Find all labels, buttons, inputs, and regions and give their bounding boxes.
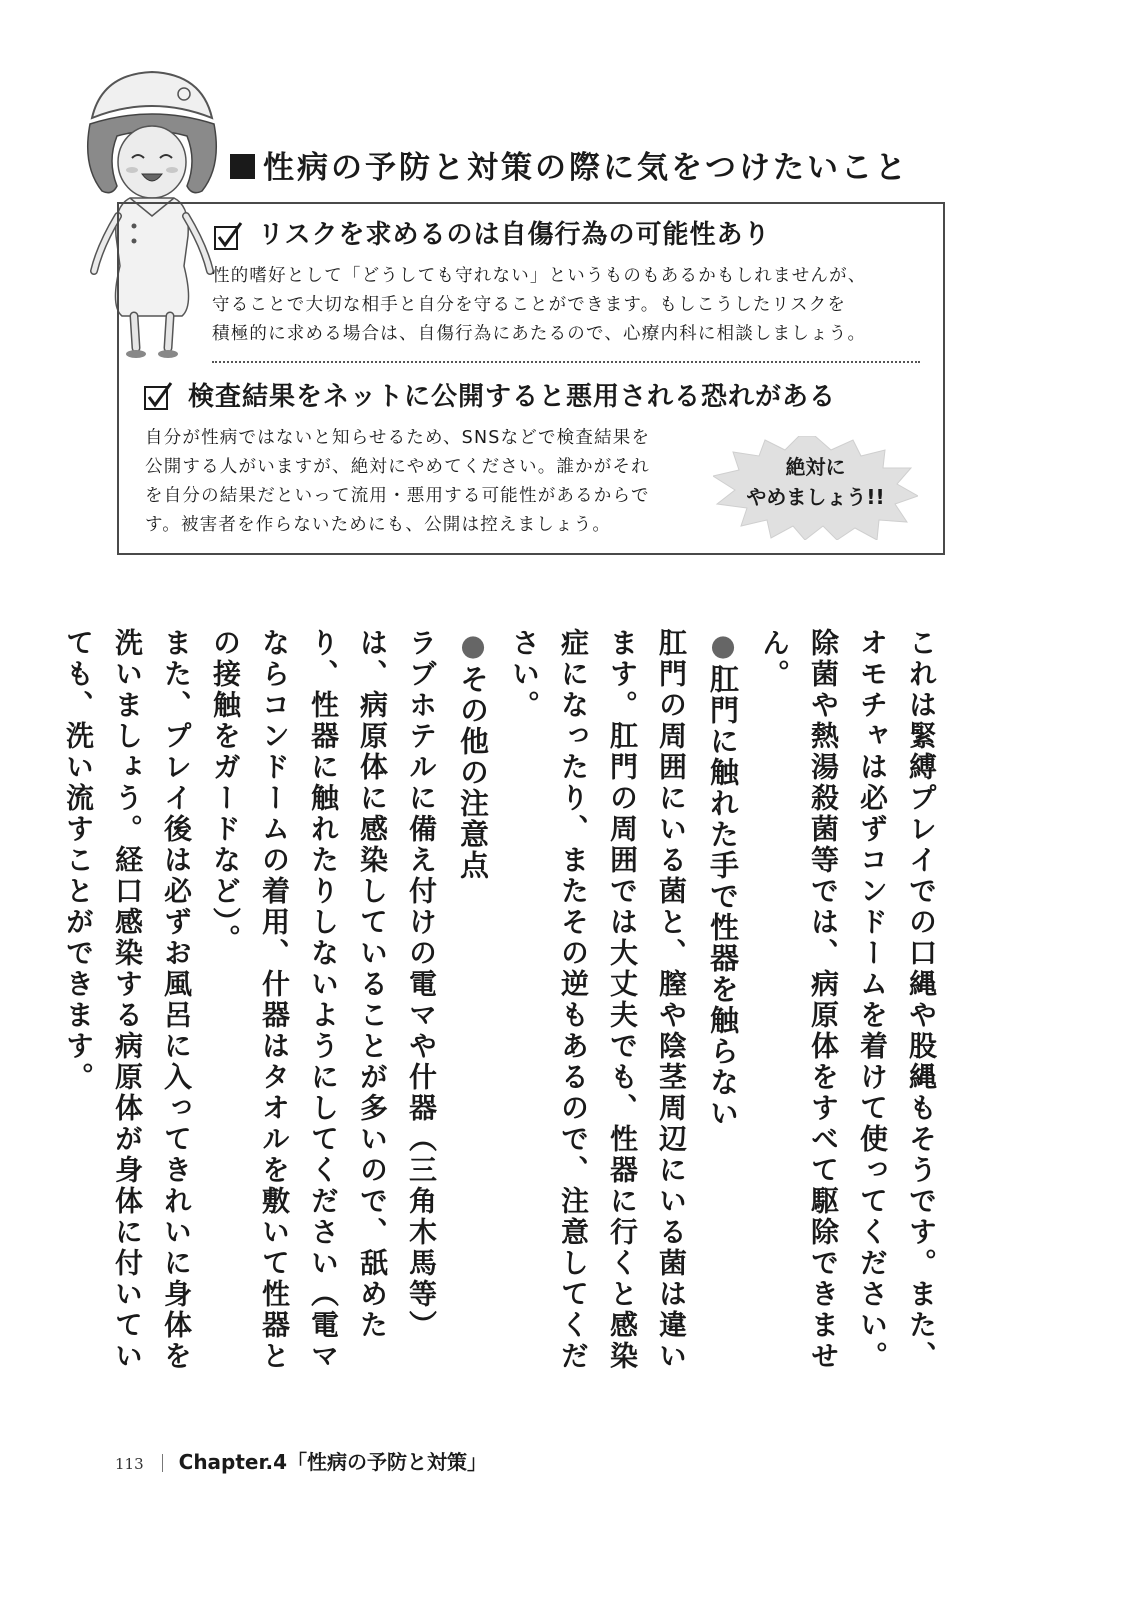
dotted-divider: [212, 361, 920, 363]
bullet-icon: ●: [706, 628, 740, 664]
checkbox-icon: [213, 221, 243, 251]
item1-line: 性的嗜好として「どうしても守れない」というものもあるかもしれませんが、: [212, 266, 867, 286]
page-number: 113: [115, 1455, 144, 1473]
paragraph-love-hotel: ラブホテルに備え付けの電マや什器（三角木馬等）は、病原体に感染していることが多いので、舐めたり、性器に触れたりしないようにしてください（電マならコンドームの着用、什器はタオルを敷いて性器との接触をガードなど）。: [209, 628, 438, 1372]
footer-separator: [162, 1454, 163, 1472]
item2-line: 公開する人がいますが、絶対にやめてください。誰かがそれ: [145, 457, 650, 477]
heading-anus-hands: [696, 628, 750, 1398]
heading-other-notes-text: その他の注意点: [456, 664, 490, 881]
item2-line: す。被害者を作らないためにも、公開は控えましょう。: [145, 515, 612, 535]
item2-line: 自分が性病ではないと知らせるため、SNSなどで検査結果を: [145, 428, 651, 448]
burst-line-1: 絶対に: [785, 455, 846, 479]
item1-heading: リスクを求めるのは自傷行為の可能性あり: [258, 220, 771, 250]
item2-line: を自分の結果だといって流用・悪用する可能性があるからで: [145, 486, 650, 506]
bullet-icon: ●: [456, 628, 490, 664]
page-footer: [115, 1447, 487, 1479]
item1-line: 守ることで大切な相手と自分を守ることができます。もしこうしたリスクを: [212, 295, 847, 315]
chapter-label: Chapter.4「性病の予防と対策」: [178, 1450, 488, 1474]
burst-line-2: やめましょう!!: [746, 485, 885, 509]
paragraph-anus-bacteria: 肛門の周囲にいる菌と、膣や陰茎周辺にいる菌は違います。肛門の周囲では大丈夫でも、性器に行くと感染症になったり、またその逆もあるので、注意してください。: [508, 628, 688, 1372]
vertical-main-text: [54, 628, 946, 1398]
item1-line: 積極的に求める場合は、自傷行為にあたるので、心療内科に相談しましょう。: [212, 324, 867, 344]
burst-callout-text: [713, 452, 918, 512]
section-title-text: 性病の予防と対策の際に気をつけたいこと: [263, 150, 909, 186]
paragraph-after-play: また、プレイ後は必ずお風呂に入ってきれいに身体を洗いましょう。経口感染する病原体が身体に付いていても、洗い流すことができます。: [62, 628, 193, 1372]
square-bullet-icon: [230, 154, 255, 179]
section-title: [230, 148, 909, 188]
checkbox-icon: [143, 381, 173, 411]
item2-body: [145, 424, 650, 540]
item2-heading: 検査結果をネットに公開すると悪用される恐れがある: [188, 382, 837, 412]
heading-anus-hands-text: 肛門に触れた手で性器を触らない: [706, 664, 740, 1129]
paragraph-bondage: これは緊縛プレイでの口縄や股縄もそうです。また、オモチャは必ずコンドームを着けて使ってください。除菌や熱湯殺菌等では、病原体をすべて駆除できません。: [758, 628, 938, 1372]
heading-other-notes: [446, 628, 500, 1398]
item1-body: [212, 262, 867, 349]
